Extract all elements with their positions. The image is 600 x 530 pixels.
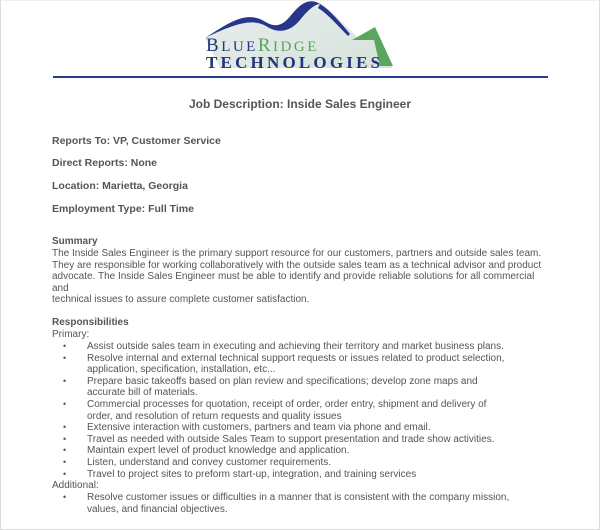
- list-item: • Travel as needed with outside Sales Team to support presentation and trade show activities.: [52, 434, 512, 446]
- list-item: • Assist outside sales team in executing and achieving their territory and market business plans.: [52, 341, 512, 353]
- list-item: • Commercial processes for quotation, receipt of order, order entry, shipment and delivery of order, and resolution of return requests and quality issues: [52, 399, 512, 422]
- responsibilities-heading: Responsibilities: [52, 317, 129, 328]
- location: Location: Marietta, Georgia: [52, 180, 188, 192]
- logo-wordmark-blueridge: BLUERIDGE: [206, 35, 319, 56]
- employment-type: Employment Type: Full Time: [52, 203, 194, 215]
- summary-line: The Inside Sales Engineer is the primary support resource for our customers, partners and outside sales team.: [52, 248, 542, 259]
- reports-to: Reports To: VP, Customer Service: [52, 135, 221, 147]
- list-item: • Travel to project sites to preform start-up, integration, and training services: [52, 469, 512, 481]
- additional-responsibilities-list: [52, 492, 512, 515]
- list-item: • Extensive interaction with customers, partners and team via phone and email.: [52, 422, 512, 434]
- list-item: • Resolve internal and external technical support requests or issues related to product selection, application, specification, installation, etc...: [52, 353, 512, 376]
- summary-text: [52, 248, 552, 306]
- summary-heading: Summary: [52, 236, 98, 247]
- page-title: Job Description: Inside Sales Engineer: [188, 97, 412, 111]
- list-item: • Listen, understand and convey customer requirements.: [52, 457, 512, 469]
- summary-line: advocate. The Inside Sales Engineer must be able to identify and provide reliable solutions for all commercial and: [52, 271, 535, 294]
- list-item: • Prepare basic takeoffs based on plan review and specifications; develop zone maps and accurate bill of materials.: [52, 376, 512, 399]
- primary-responsibilities-list: [52, 341, 512, 480]
- header-divider: [53, 76, 548, 78]
- list-item: • Maintain expert level of product knowledge and application.: [52, 445, 512, 457]
- summary-line: They are responsible for working collaboratively with the outside sales team as a technical advisor and product: [52, 259, 542, 271]
- additional-label: Additional:: [52, 480, 99, 491]
- direct-reports: Direct Reports: None: [52, 157, 158, 169]
- logo-wordmark-technologies: TECHNOLOGIES: [206, 53, 384, 72]
- summary-line: technical issues to assure complete customer satisfaction.: [52, 294, 310, 306]
- primary-label: Primary:: [52, 329, 90, 340]
- list-item: • Resolve customer issues or difficulties in a manner that is consistent with the company mission, values, and financial objectives.: [52, 492, 512, 515]
- company-logo: [200, 0, 400, 72]
